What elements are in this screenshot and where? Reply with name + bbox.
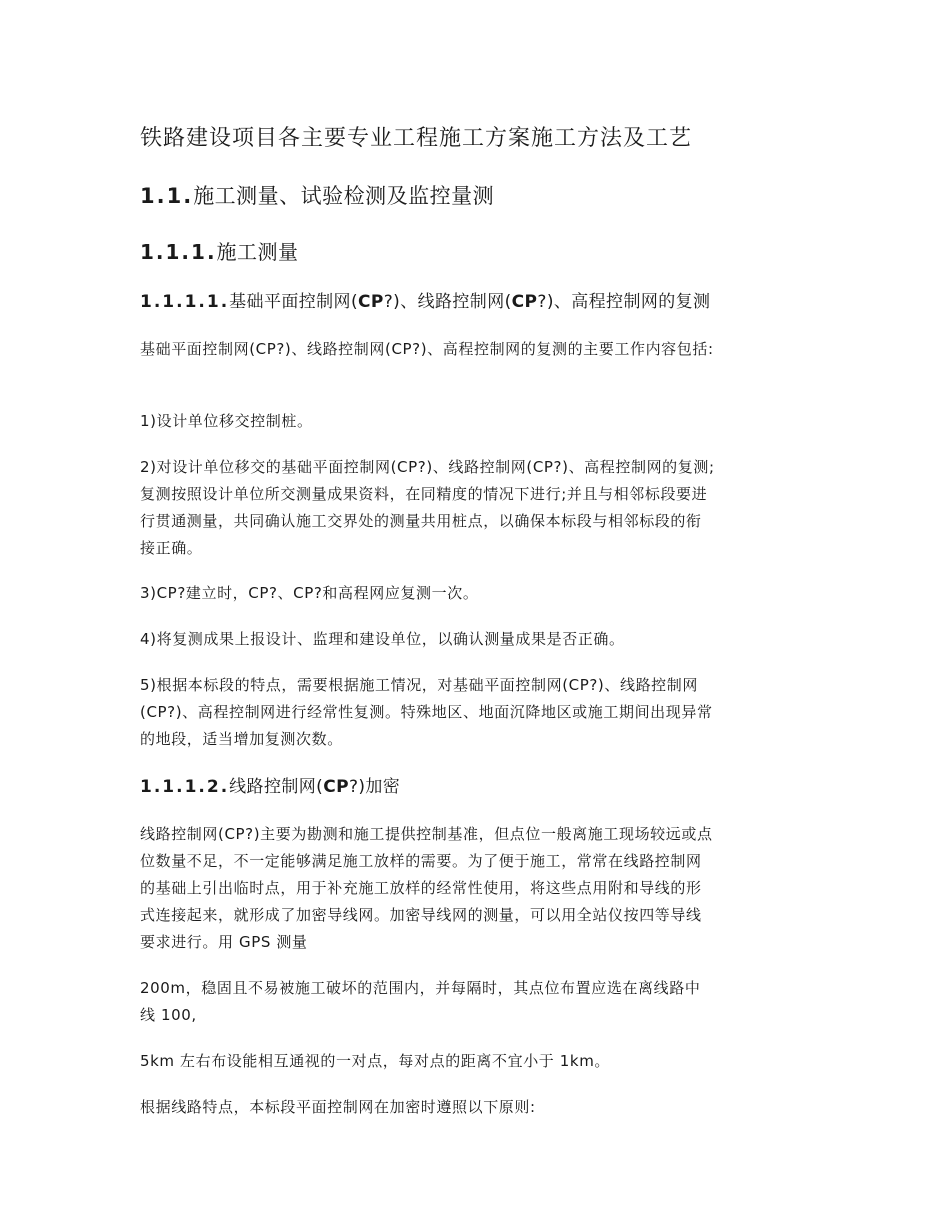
- list-item-5: [140, 672, 816, 753]
- section-number: 1.1.1.2.: [140, 777, 230, 797]
- text-line: 5km 左右布设能相互通视的一对点，每对点的距离不宜小于 1km。: [140, 1052, 611, 1070]
- text-line: 3)CP?建立时，CP?、CP?和高程网应复测一次。: [140, 584, 479, 602]
- text-line: 5)根据本标段的特点，需要根据施工情况，对基础平面控制网(CP?)、线路控制网: [140, 676, 698, 694]
- text-line: 接正确。: [140, 539, 203, 557]
- section-heading-1-1: [140, 181, 816, 211]
- text-line: 根据线路特点，本标段平面控制网在加密时遵照以下原则:: [140, 1098, 536, 1116]
- text-line: 2)对设计单位移交的基础平面控制网(CP?)、线路控制网(CP?)、高程控制网的复测;: [140, 458, 715, 476]
- intro-paragraph: [140, 336, 816, 363]
- principle-paragraph: [140, 1094, 816, 1121]
- section-title-part: ?)、线路控制网(: [383, 292, 512, 312]
- text-line: 200m，稳固且不易被施工破坏的范围内，并每隔时，其点位布置应选在离线路中: [140, 979, 701, 997]
- section-heading-1-1-1-1: [140, 289, 816, 315]
- section-title-part: ?)、高程控制网的复测: [537, 292, 711, 312]
- section-title-bold: CP: [323, 777, 349, 797]
- text-line: 要求进行。用 GPS 测量: [140, 933, 308, 951]
- point-distance-paragraph: [140, 975, 816, 1029]
- section-number: 1.1.1.: [140, 240, 217, 264]
- densify-paragraph: [140, 821, 816, 956]
- text-line: 1)设计单位移交控制桩。: [140, 412, 313, 430]
- section-number: 1.1.: [140, 184, 194, 208]
- text-line: (CP?)、高程控制网进行经常性复测。特殊地区、地面沉降地区或施工期间出现异常: [140, 703, 713, 721]
- text-line: 行贯通测量，共同确认施工交界处的测量共用桩点，以确保本标段与相邻标段的衔: [140, 512, 702, 530]
- section-heading-1-1-1: [140, 237, 816, 267]
- section-title-bold: CP: [358, 292, 384, 312]
- section-number: 1.1.1.1.: [140, 292, 230, 312]
- text-line: 4)将复测成果上报设计、监理和建设单位，以确认测量成果是否正确。: [140, 630, 625, 648]
- document-title: 铁路建设项目各主要专业工程施工方案施工方法及工艺: [140, 126, 693, 151]
- section-title-part: 基础平面控制网(: [229, 292, 358, 312]
- text-line: 的基础上引出临时点，用于补充施工放样的经常性使用，将这些点用附和导线的形: [140, 879, 702, 897]
- list-item-1: [140, 408, 816, 435]
- text-line: 式连接起来，就形成了加密导线网。加密导线网的测量，可以用全站仪按四等导线: [140, 906, 702, 924]
- section-heading-1-1-1-2: [140, 774, 816, 800]
- text-line: 线 100,: [140, 1006, 197, 1024]
- text-line: 基础平面控制网(CP?)、线路控制网(CP?)、高程控制网的复测的主要工作内容包括:: [140, 340, 714, 358]
- section-title: 施工测量、试验检测及监控量测: [193, 184, 495, 208]
- point-pair-paragraph: [140, 1048, 816, 1075]
- list-item-4: [140, 626, 816, 653]
- section-title-part: ?)加密: [348, 777, 401, 797]
- list-item-2: [140, 454, 816, 562]
- list-item-3: [140, 580, 816, 607]
- section-title-part: 线路控制网(: [229, 777, 324, 797]
- text-line: 位数量不足，不一定能够满足施工放样的需要。为了便于施工，常常在线路控制网: [140, 852, 702, 870]
- section-title-bold: CP: [511, 292, 538, 312]
- section-title: 施工测量: [216, 240, 299, 264]
- text-line: 的地段，适当增加复测次数。: [140, 730, 343, 748]
- text-line: 线路控制网(CP?)主要为勘测和施工提供控制基准，但点位一般离施工现场较远或点: [140, 825, 713, 843]
- text-line: 复测按照设计单位所交测量成果资料，在同精度的情况下进行;并且与相邻标段要进: [140, 485, 708, 503]
